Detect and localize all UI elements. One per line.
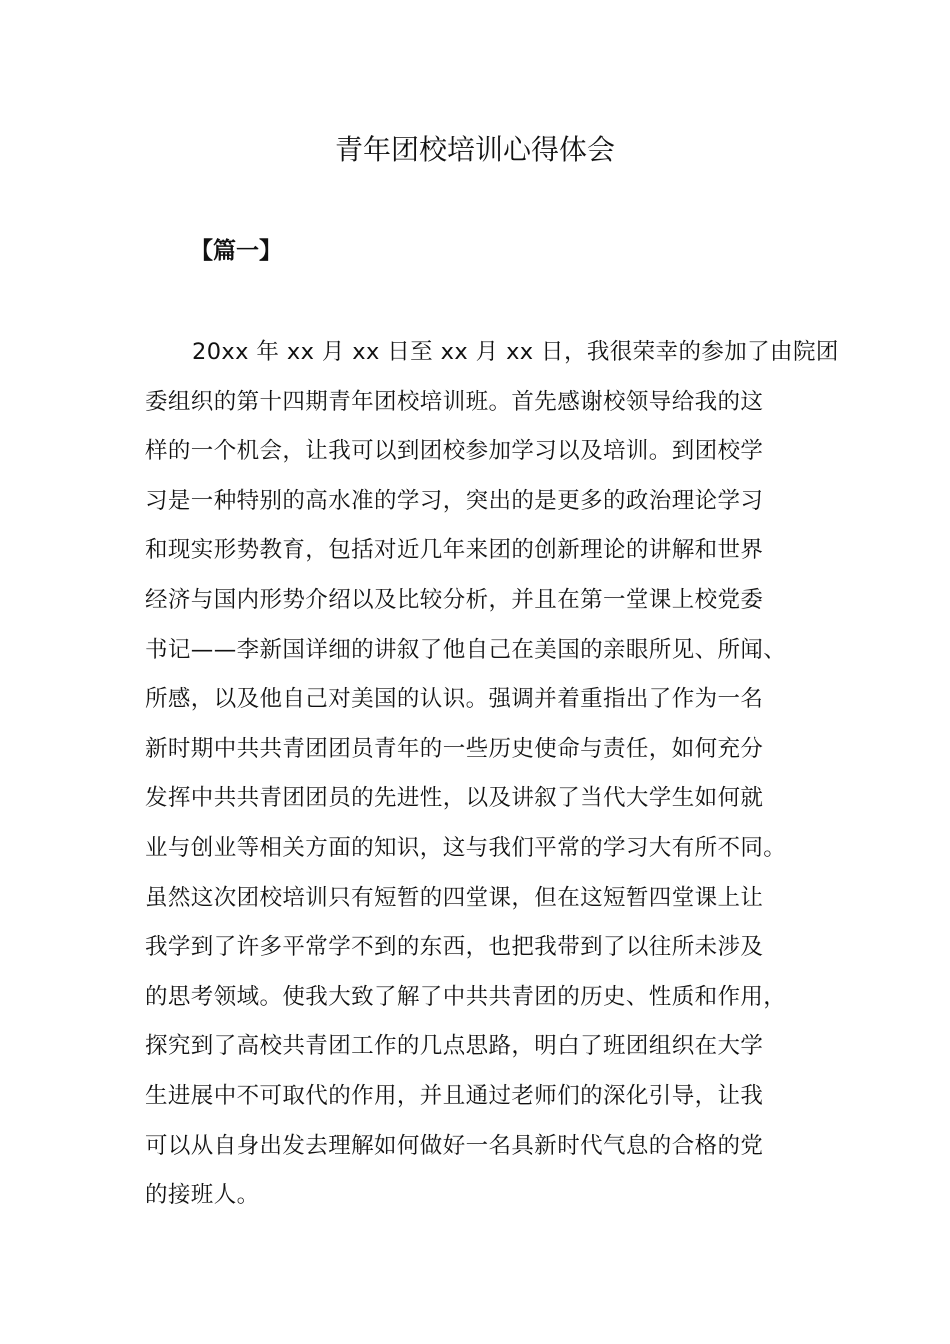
document-title: 青年团校培训心得体会 — [334, 133, 615, 166]
paragraph-line: 的思考领域。使我大致了解了中共共青团的历史、性质和作用， — [145, 983, 787, 1010]
paragraph-line: 业与创业等相关方面的知识，这与我们平常的学习大有所不同。 — [145, 834, 787, 861]
section-label: 【篇一】 — [190, 238, 282, 264]
paragraph-line: 的接班人。 — [145, 1182, 260, 1209]
paragraph-line: 探究到了高校共青团工作的几点思路，明白了班团组织在大学 — [145, 1033, 764, 1060]
paragraph-line: 生进展中不可取代的作用，并且通过老师们的深化引导，让我 — [145, 1082, 764, 1109]
paragraph-line: 习是一种特别的高水准的学习，突出的是更多的政治理论学习 — [145, 487, 764, 514]
paragraph-line: 可以从自身出发去理解如何做好一名具新时代气息的合格的党 — [145, 1132, 764, 1159]
paragraph-line: 经济与国内形势介绍以及比较分析，并且在第一堂课上校党委 — [145, 586, 764, 613]
body-paragraph — [145, 332, 839, 1225]
paragraph-line: 虽然这次团校培训只有短暂的四堂课，但在这短暂四堂课上让 — [145, 884, 764, 911]
paragraph-line: 20xx 年 xx 月 xx 日至 xx 月 xx 日，我很荣幸的参加了由院团 — [192, 339, 839, 365]
paragraph-line: 样的一个机会，让我可以到团校参加学习以及培训。到团校学 — [145, 438, 764, 465]
paragraph-line: 书记——李新国详细的讲叙了他自己在美国的亲眼所见、所闻、 — [145, 636, 787, 663]
paragraph-line: 所感，以及他自己对美国的认识。强调并着重指出了作为一名 — [145, 686, 764, 713]
paragraph-line: 新时期中共共青团团员青年的一些历史使命与责任，如何充分 — [145, 735, 764, 762]
paragraph-line: 我学到了许多平常学不到的东西，也把我带到了以往所未涉及 — [145, 934, 764, 961]
paragraph-line: 委组织的第十四期青年团校培训班。首先感谢校领导给我的这 — [145, 388, 764, 415]
paragraph-line: 发挥中共共青团团员的先进性，以及讲叙了当代大学生如何就 — [145, 785, 764, 812]
paragraph-line: 和现实形势教育，包括对近几年来团的创新理论的讲解和世界 — [145, 537, 764, 564]
